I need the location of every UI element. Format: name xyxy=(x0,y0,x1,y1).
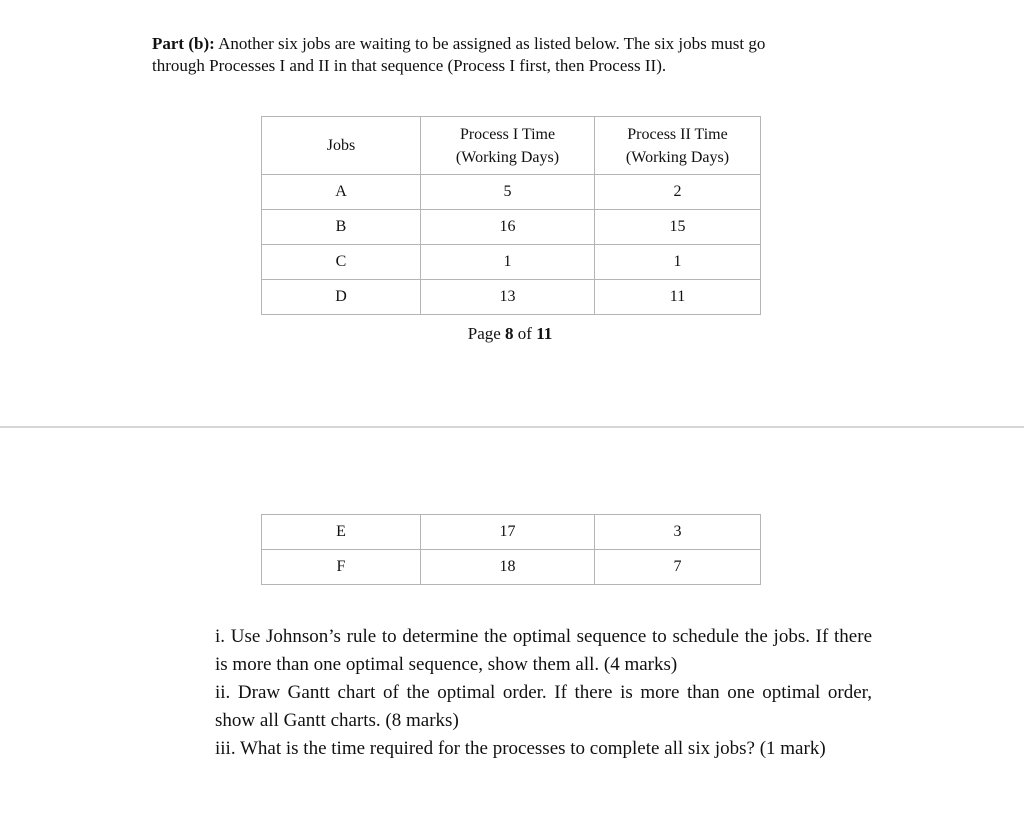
total-pages: 11 xyxy=(536,324,553,343)
question-2: ii. Draw Gantt chart of the optimal order. If there is more than one optimal order, show all Gantt charts. (8 marks) xyxy=(215,682,872,731)
process-2-time-cell: 3 xyxy=(595,515,761,550)
header-process-2-line-1: Process II Time xyxy=(627,125,728,143)
jobs-table-part-1 xyxy=(261,116,761,315)
page-divider xyxy=(0,426,1024,428)
intro-text-1: Another six jobs are waiting to be assigned as listed below. The six jobs must go xyxy=(218,34,766,53)
process-2-time-cell: 11 xyxy=(595,280,761,315)
page-word: Page xyxy=(467,324,501,343)
process-1-time-cell: 5 xyxy=(421,175,595,210)
question-3: iii. What is the time required for the processes to complete all six jobs? (1 mark) xyxy=(215,738,826,759)
table-row xyxy=(262,210,761,245)
header-process-2 xyxy=(595,117,761,175)
intro-line-2: through Processes I and II in that sequence (Process I first, then Process II). xyxy=(152,56,667,75)
header-process-1-line-1: Process I Time xyxy=(459,125,556,143)
table-row xyxy=(262,515,761,550)
jobs-table-part-2 xyxy=(261,514,761,585)
job-cell: C xyxy=(262,245,421,280)
process-2-time-cell: 1 xyxy=(595,245,761,280)
process-1-time-cell: 18 xyxy=(421,550,595,585)
table-row xyxy=(262,280,761,315)
current-page: 8 xyxy=(505,324,514,343)
job-cell: D xyxy=(262,280,421,315)
of-word: of xyxy=(517,324,532,343)
header-process-1-line-2: (Working Days) xyxy=(455,148,560,166)
process-1-time-cell: 13 xyxy=(421,280,595,315)
table-row xyxy=(262,550,761,585)
process-2-time-cell: 2 xyxy=(595,175,761,210)
job-cell: F xyxy=(262,550,421,585)
process-1-time-cell: 16 xyxy=(421,210,595,245)
intro-paragraph xyxy=(152,33,872,77)
header-jobs: Jobs xyxy=(262,117,421,175)
table-row xyxy=(262,175,761,210)
job-cell: A xyxy=(262,175,421,210)
question-1: i. Use Johnson’s rule to determine the optimal sequence to schedule the jobs. If there is more than one optimal sequence, show them all. (4 marks) xyxy=(215,626,872,675)
process-2-time-cell: 7 xyxy=(595,550,761,585)
intro-line-1 xyxy=(152,33,872,55)
table-header-row xyxy=(262,117,761,175)
part-label: Part (b): xyxy=(152,34,215,53)
header-process-2-line-2: (Working Days) xyxy=(625,148,730,166)
table-row xyxy=(262,245,761,280)
job-cell: B xyxy=(262,210,421,245)
process-2-time-cell: 15 xyxy=(595,210,761,245)
question-list xyxy=(215,623,872,763)
header-process-1 xyxy=(421,117,595,175)
page-number xyxy=(0,324,1024,344)
job-cell: E xyxy=(262,515,421,550)
process-1-time-cell: 1 xyxy=(421,245,595,280)
process-1-time-cell: 17 xyxy=(421,515,595,550)
